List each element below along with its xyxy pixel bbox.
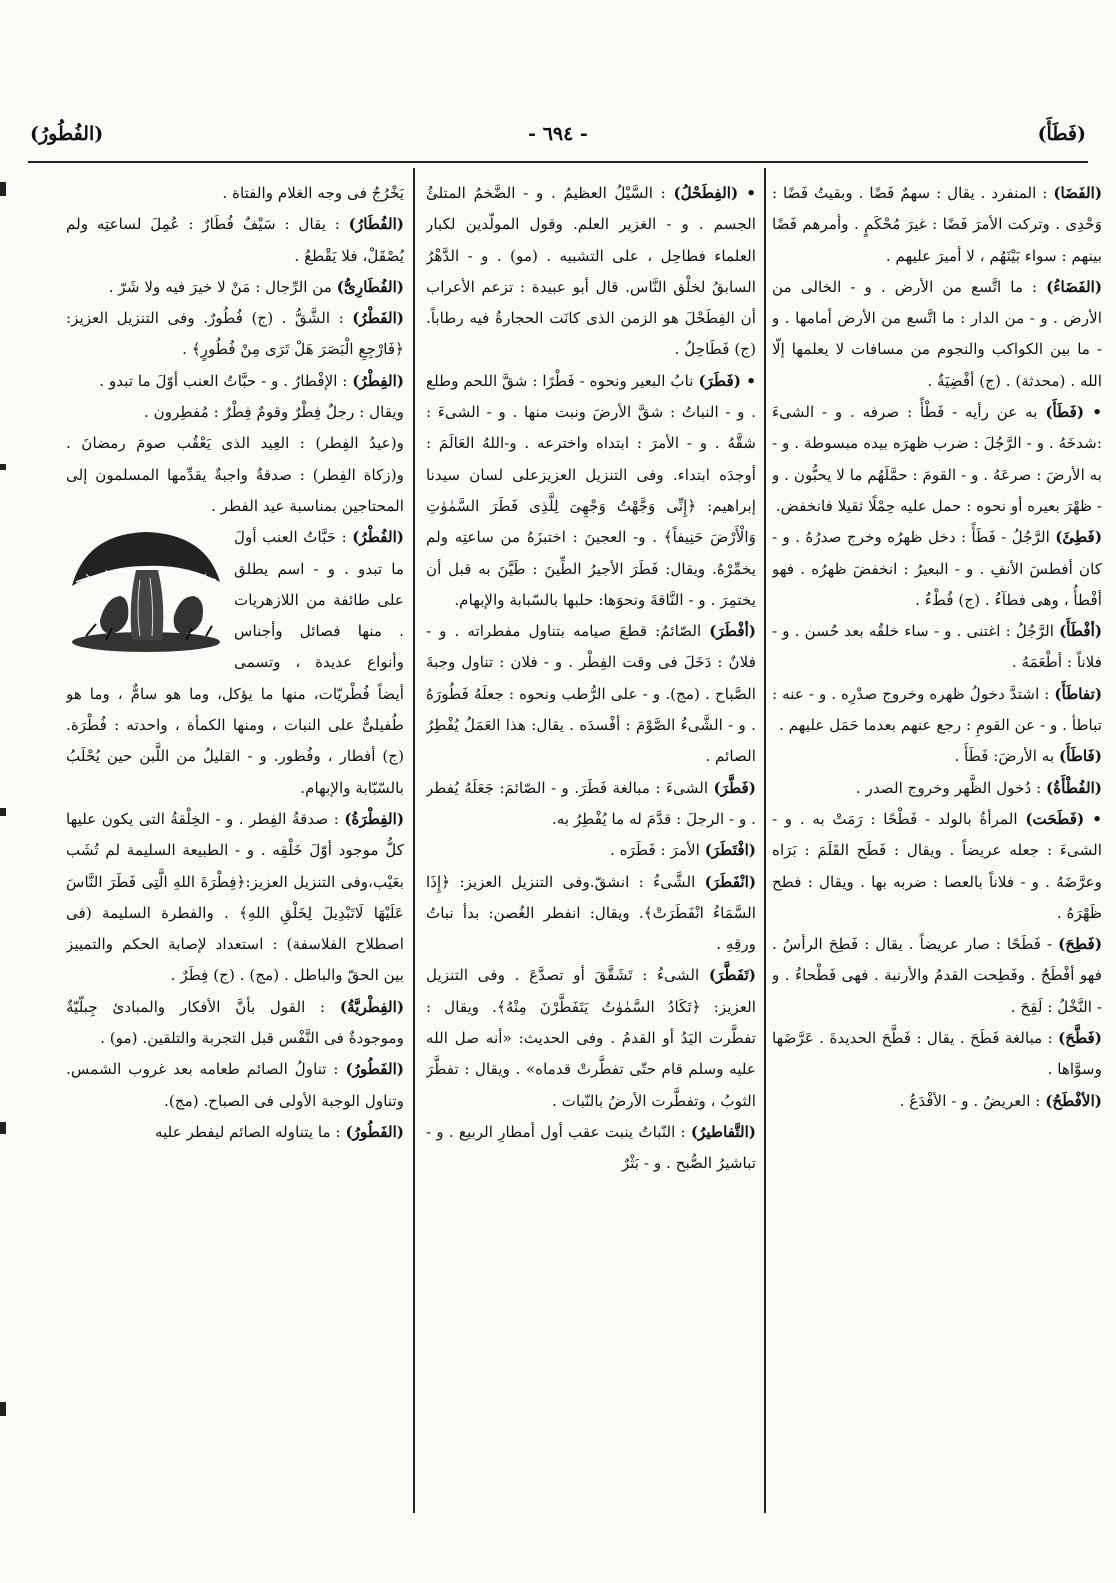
headword: (الفِطْرَةُ) [344, 809, 404, 828]
dictionary-entry [66, 272, 404, 303]
definition-text: الأمرَ : فَطَرَه . [610, 841, 700, 860]
dictionary-entry [772, 804, 1102, 929]
headword: (الفِطْريَّةُ) [339, 997, 404, 1016]
definition-text: - فَطَحًا : صار عريضاً . يقال : فَطِحَ الرأسُ . فهو أفْطَحُ . وفَطِحت القدمُ والأرنبة . فهى فَطْحاءُ . و - النَّخْلُ : لَقِحَ . [772, 935, 1102, 1016]
definition-text: و(عيدُ الفِطر) : العِيد الذى يَعْقُب صومَ رمضانَ . و(زكاة الفِطر) : صدقةٌ واجبةٌ يقدِّمها المسلمون إلى المحتاجين بمناسبة عيد الفطر . [66, 434, 404, 515]
definition-text: : اشتدَّ دخولُ ظهره وخروج صدْرِه . و - عنه : تباطأ . و - عن القومِ : رجع عنهم بعدما حَمَل عليهم . [772, 684, 1102, 735]
definition-text: : السَّيْلُ العظيمُ . و - الضَّخمُ المتلئُ الجسم . و - الغزير العلم. وقول المولّدين لكبار العلماء فطاحِل ، على التشبيه . (مو) . و - الدَّهْرُ السابقُ لخلْق النَّاس. قال أبو عبيدة : تزعم الأعراب أن الفِطَحْلَ هو الزمن الذى كانَت الحجارةُ فيه رطاباً. (ج) فَطَاحِلُ . [426, 184, 756, 359]
scan-edge-mark [0, 1402, 6, 1416]
headword: (الفُطْرُ) [352, 528, 404, 547]
definition-text: المرأةُ بالولد - فَطْحًا : رَمَتْ به . و - الشىءَ : جعله عريضاً . ويقال : فَطَح القَلَمَ : بَرَاه وعرَّضَهُ . و - فلاناً بالعصا : ضربه بها . ويقال : فطح ظَهْرَهُ . [772, 809, 1102, 922]
scan-edge-mark [0, 464, 6, 470]
definition-text: نابُ البعير ونحوه - فَطْرًا : شقَّ اللحم وطلع . و - النباتُ : شقَّ الأرضَ ونبت منها . و - الشىءَ : شقَّهُ . و - الأمرَ : ابتداه واخترعه . و-اللهُ العَالَمَ : أوجدَه ابتداء. وفى التنزيل العزيزعلى لسان سيدنا إبراهيم: ﴿إِنِّى وَجَّهْتُ وَجْهِىَ لِلَّذِى فَطَرَ السَّمٰوٰتِ وَالْأَرْضَ حَنِيفاً﴾ . و- العجينَ : اختبزَهُ من ساعتِه ولم يخمِّرْهُ. ويقال: فَطَرَ الأجيرُ الطِّينَ : طَيَّنَ به قبل أن يختمِرَ . و - النَّاقةَ ونحوَها: حلبها بالسّبابة والإبهام. [426, 371, 756, 609]
dictionary-entry [772, 679, 1102, 742]
definition-text: : العريضُ . و - الأفْدَعُ . [899, 1091, 1041, 1110]
headword: (الفِطَحْلُ) [673, 184, 739, 202]
dictionary-entry [772, 1023, 1102, 1086]
dictionary-entry [66, 1054, 404, 1117]
definition-text: : يقال : سَيْفٌ فُطَارٌ : عُمِلَ لساعتِه ولم يُصْقَلْ، فلا يَقْطعُ . [66, 215, 404, 265]
dictionary-entry [66, 397, 404, 428]
definition-text: : تناولُ الصائم طعامه بعد غروب الشمس. وتناول الوجبة الأولى فى الصباح. (مج). [66, 1060, 404, 1110]
headword: (الفَطُورُ) [345, 1122, 404, 1141]
definition-text: : مبالغة فَطَحَ . يقال : فَطَّحَ الحديدةَ . عَرَّضَها وسوَّاها . [772, 1029, 1102, 1079]
dictionary-entry [426, 773, 756, 836]
text-column-middle [426, 178, 756, 1538]
definition-text: به الأرضَ: فَطَأَ . [954, 747, 1055, 766]
headword: (الفُطْأَةُ) [1046, 778, 1102, 797]
dictionary-entry [426, 1117, 756, 1180]
dictionary-entry [426, 835, 756, 866]
page-number: - ٦٩٤ - [528, 123, 588, 145]
definition-text: من الرِّجال : مَنْ لا خيرَ فيه ولا شَرّ . [108, 277, 332, 296]
definition-text: الصّائمُ: قطعَ صيامه بتناول مفطراته . و - فلانٌ : دَخَلَ فى وقت الفِطْر . و - فلان : تناول وجبةَ الصَّباح . (مج). و - على الرُّطب ونحوه : جعلَهُ فَطُورَهُ . و - الشَّىءُ الصَّوْمَ : أفْسدَه . يقال: هذا العَمَلُ يُفْطِرُ الصائم . [426, 622, 756, 766]
definition-text: : النّباتُ ينبت عقب أول أمطارِ الربيع . و - تباشيرُ الصُّبح . و - بَثْرٌ [426, 1122, 756, 1173]
mushroom-illustration [66, 524, 226, 656]
dictionary-entry [66, 209, 404, 272]
header-last-headword: (الفُطُورُ) [30, 123, 104, 145]
definition-text: : حَبَّاتُ العنب أولَ ما تبدو . و - اسم يطلق على طائفة من اللازهريات . منها فصائل وأجناس وأنواع عديدة ، وتسمى أيضاً فُطْريّات، منها ما يؤكل، وما هو سامٌّ ، وما هو طُفيلىٌّ على النبات ، ومنها الكمأة ، واحدته : فُطْرَة.(ج) أفطار ، وفُطور. و - القليلُ من اللَّبن حين يُحْلَبُ بالسّبّابة والإبهام. [66, 528, 404, 797]
headword: (الفِطْرُ) [352, 371, 404, 390]
definition-text: يَخْرُجُ فى وجه الغلام والفتاة . [222, 184, 404, 202]
dictionary-entry [772, 741, 1102, 772]
dictionary-entry [66, 428, 404, 522]
headword: (تَفَطَّرَ) [708, 966, 756, 985]
headword: (فَطَرَ) [698, 371, 741, 390]
headword: (فَطِئَ) [1055, 528, 1102, 547]
dictionary-entry [66, 522, 404, 804]
headword: (أفْطَأَ) [1059, 622, 1102, 641]
dictionary-entry [772, 178, 1102, 272]
dictionary-entry [772, 397, 1102, 522]
headword: (فَطَّحَ) [1058, 1029, 1102, 1048]
dictionary-entry [66, 303, 404, 366]
scan-edge-mark [0, 182, 6, 196]
dictionary-entry [772, 1086, 1102, 1117]
column-separator [764, 168, 766, 1513]
headword: (فَطَّرَ) [713, 778, 756, 797]
definition-text: : دُخول الظَّهر وخروج الصدر . [855, 778, 1042, 797]
headword: (الفُطَارِىُّ) [336, 277, 404, 296]
headword: (فَطَحَت) [1025, 809, 1085, 828]
headword: (الفَضَاءُ) [1046, 277, 1102, 296]
definition-text: الرَّجُلُ : اغتنى . و - ساء خلقُه بعد حُسن . و - فلاناً : أطْعَمَهُ . [772, 622, 1102, 672]
definition-text: الرَّجُلُ - فَطَأً : دخل ظهرُه وخرج صدرُهُ . و - كان أفطسَ الأنفِ . و - البعيرُ : انخفضَ ظهرُه . فهو أفْطأُ ، وهى فطآءُ . (ج) فُطْءٌ . [772, 528, 1102, 609]
dictionary-entry [426, 366, 756, 616]
header-first-headword: (فَطَأَ) [1037, 123, 1086, 145]
headword: (الفَطْرُ) [352, 309, 404, 328]
headword: (فَاطَأَ) [1059, 747, 1102, 766]
text-column-right [772, 178, 1102, 1538]
entry-bullet: • [738, 184, 756, 202]
headword: (الأفْطَحُ) [1045, 1091, 1102, 1110]
scan-edge-mark [0, 808, 6, 816]
definition-text: : صدقةُ الفِطر . و - الخِلْقةُ التى يكون عليها كلُّ موجود أوّلَ خَلْقِه . و - الطبيعة السليمة لم تُشَب بعَيْب،وفى التنزيل العزيز:﴿فِطْرَةَ اللهِ الَّتِى فَطَرَ النَّاسَ عَلَيْهَا لَاتَبْدِيلَ لِخَلْقِ اللهِ﴾ . والفطرة السليمة (فى اصطلاح الفلاسفة) : استعداد لإصابة الحكم والتمييز بين الحقّ والباطل . (مج) . (ج) فِطَرٌ . [66, 809, 404, 985]
headword: (انْفَطَرَ) [704, 872, 756, 891]
dictionary-entry [66, 804, 404, 992]
definition-text: : ما يتناوله الصائم ليفطر عليه [154, 1122, 341, 1141]
dictionary-entry [426, 616, 756, 772]
dictionary-entry [426, 178, 756, 366]
dictionary-entry [66, 1117, 404, 1148]
definition-text: الشىءَ : مبالغة فَطَرَ. و - الصّائمَ: جَعَلَهُ يُفطر . و - الرجلَ : قدَّمَ له ما يُفْطِرُ به. [426, 778, 756, 828]
definition-text: : القول بأنَّ الأفكار والمبادئ جِبلّيّةٌ وموجودةٌ فى النَّفْس قبل التجربة والتلقين. (مو) . [66, 997, 404, 1048]
entry-bullet: • [740, 371, 756, 390]
headword: (فَطَأَ) [1045, 403, 1085, 422]
definition-text: : الشَّقُّ . (ج) فُطُورٌ. وفى التنزيل العزيز: ﴿فَارْجِعِ الْبَصَرَ هَلْ تَرَى مِنْ فُطُورٍ﴾ . [66, 309, 404, 359]
definition-text: : المنفرد . يقال : سهمٌ فَضًا . وبقيتُ فَضًا : وَحْدِى . وتركت الأمرَ فَضًا : غيرَ مُحْكَمٍ . وأمرهم فَضًا بينهم : سواء بَيْنَهُم ، لا أميرَ عليهم . [772, 184, 1102, 265]
dictionary-entry [772, 773, 1102, 804]
headword: (فَطِحَ) [1058, 935, 1102, 954]
definition-text: الشىءُ : تَشَقَّقَ أو تصدَّعَ . وفى التنزيل العزيز: ﴿تَكَادُ السَّمٰوٰتُ يَتَفَطَّرْنَ مِنْهُ﴾. ويقال : تفطَّرت اليَدُ أو القدمُ . وفى الحديث: «أنه صل الله عليه وسلم قام حتّى تفطَّرتْ قدماه» . ويقال : تفطَّرَ الثوبُ ، وتفطَّرت الأرضُ بالنّبات . [426, 966, 756, 1110]
headword: (أفْطَرَ) [709, 622, 756, 641]
headword: (افْتَطَرَ) [704, 841, 756, 860]
definition-text: به عن رأيه - فَطْأً : صرفه . و - الشىءَ :شدخَهُ . و - الرَّجُلَ : ضرب ظهرَه بيده مبسوطة . و - به الأرضَ : صرعَهُ . و - القومَ : حمَّلَهُم ما لا يحبُّون . و - ظهْرَ بعيره أو نحوه : حمل عليه حِمْلًا ثقيلا فانخفض. [772, 403, 1102, 515]
entry-bullet: • [1084, 403, 1102, 422]
dictionary-entry [66, 178, 404, 209]
dictionary-entry [66, 366, 404, 397]
dictionary-entry [66, 992, 404, 1055]
headword: (الفَطُورُ) [345, 1060, 404, 1079]
dictionary-entry [772, 522, 1102, 616]
dictionary-entry [772, 616, 1102, 679]
column-separator [413, 168, 415, 1513]
scan-edge-mark [0, 1122, 6, 1134]
headword: (تفاطَأَ) [1054, 684, 1102, 703]
definition-text: : الإفْطارُ . و - حبَّاتُ العنب أوّلَ ما تبدو . [99, 371, 348, 390]
dictionary-entry [426, 867, 756, 961]
dictionary-entry [772, 929, 1102, 1023]
headword: (الفَضَا) [1053, 184, 1102, 202]
text-column-left [66, 178, 404, 1538]
dictionary-entry [426, 960, 756, 1116]
definition-text: ويقال : رجلٌ فِطْرٌ وقومٌ فِطْرٌ : مُفطِرون . [144, 403, 404, 422]
definition-text: الشَّىءُ : انشقّ.وفى التنزيل العزيز: ﴿إِذَا السَّمَاءُ انْفَطَرَتْ﴾. ويقال: انفطر الغُصن: بدأ نباتُ ورقِهِ . [426, 872, 756, 954]
definition-text: : ما اتَّسع من الأرض . و - الخالى من الأرض . و - من الدار : ما اتَّسع من الأرض أمامها . و - ما بين الكواكب والنجوم من مسافات لا يعلمها إلّا الله . (محدثة) . (ج) أفْضِيَةٌ . [772, 277, 1102, 390]
headword: (التَّفاطيرُ) [690, 1122, 756, 1141]
dictionary-entry [772, 272, 1102, 397]
entry-bullet: • [1084, 809, 1102, 828]
headword: (الفُطَارُ) [348, 215, 404, 234]
page-header [20, 123, 1096, 157]
header-rule [28, 161, 1088, 163]
